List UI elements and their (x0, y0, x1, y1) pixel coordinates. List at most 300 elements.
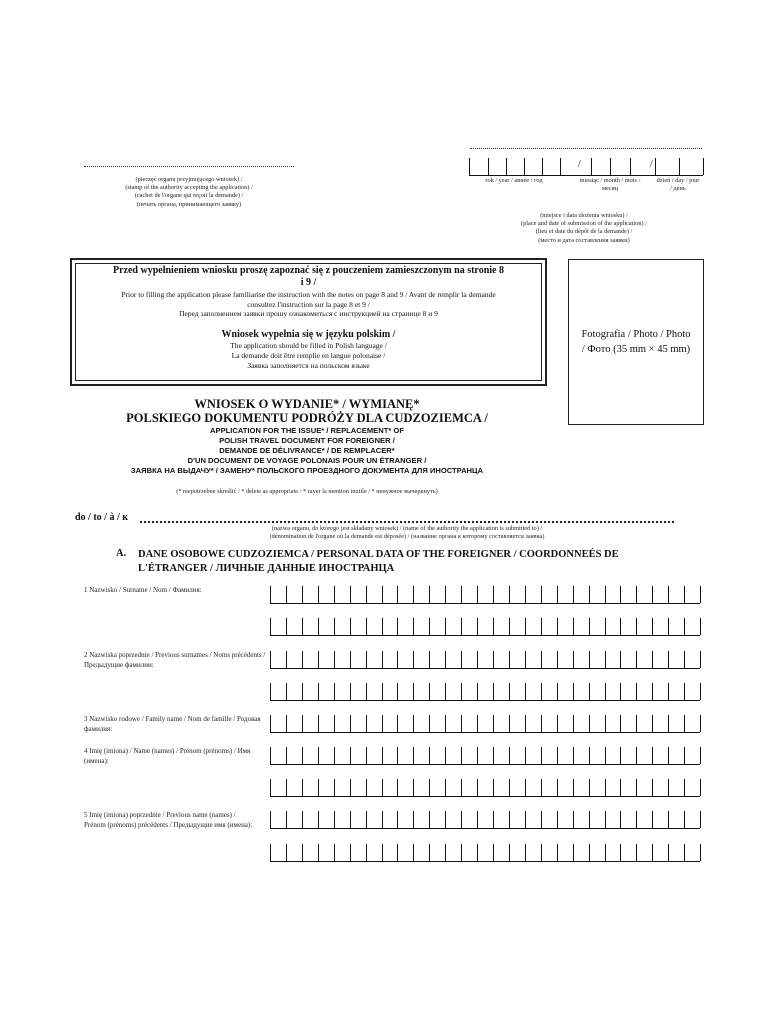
char-cell-divider (350, 779, 351, 796)
char-cell-divider (557, 618, 558, 635)
char-cell-divider (318, 811, 319, 828)
char-cell-divider (445, 715, 446, 732)
photo-label: Fotografia / Photo / Photo / Фото (35 mm × 45 mm) (581, 329, 691, 355)
char-cell-divider (668, 651, 669, 668)
char-cell-divider (636, 586, 637, 603)
char-cell-divider (397, 811, 398, 828)
char-cell-divider (397, 683, 398, 700)
char-cell-divider (318, 651, 319, 668)
char-cell-divider (605, 747, 606, 764)
char-cell-divider (477, 811, 478, 828)
date-separator: / (578, 159, 581, 170)
photo-box[interactable] (568, 259, 704, 425)
char-cell-divider (493, 683, 494, 700)
char-cell-divider (461, 651, 462, 668)
char-cell-divider (445, 586, 446, 603)
char-cell-divider (382, 651, 383, 668)
addressee-line[interactable] (140, 521, 674, 523)
notice-text-ru: Перед заполнением заявки прошу ознакомиться с инструкцией на странице 8 и 9 (179, 309, 438, 318)
char-cell-divider (461, 811, 462, 828)
char-cell-divider (509, 586, 510, 603)
stamp-caption (84, 176, 294, 209)
caption-line: (dénomination de l'organe où la demande est déposée) / (название органа к которому составляется заявка) (269, 533, 545, 541)
char-cell-divider (445, 618, 446, 635)
date-cell[interactable] (488, 158, 507, 175)
previous-surnames-row-1[interactable] (270, 651, 700, 669)
char-cell-divider (413, 844, 414, 861)
char-cell-divider (589, 844, 590, 861)
char-cell-divider (557, 683, 558, 700)
char-cell-divider (429, 651, 430, 668)
char-cell-divider (286, 683, 287, 700)
char-cell-divider (700, 844, 701, 861)
field-label-family-name: 3 Nazwisko rodowe / Family name / Nom de famille / Родовая фамилия: (84, 715, 261, 733)
notice-content (112, 265, 505, 371)
char-cell-divider (684, 844, 685, 861)
char-cell-divider (509, 779, 510, 796)
date-cell[interactable] (679, 158, 704, 175)
char-cell-divider (366, 651, 367, 668)
char-cell-divider (318, 779, 319, 796)
date-separator: / (650, 159, 653, 170)
char-cell-divider (509, 844, 510, 861)
char-cell-divider (509, 683, 510, 700)
char-cell-divider (525, 651, 526, 668)
char-cell-divider (445, 779, 446, 796)
char-cell-divider (541, 586, 542, 603)
char-cell-divider (541, 811, 542, 828)
char-cell-divider (652, 747, 653, 764)
char-cell-divider (668, 779, 669, 796)
char-cell-divider (286, 779, 287, 796)
char-cell-divider (286, 844, 287, 861)
date-cell[interactable] (610, 158, 631, 175)
char-cell-divider (605, 844, 606, 861)
char-cell-divider (286, 586, 287, 603)
char-cell-divider (493, 651, 494, 668)
char-cell-divider (302, 844, 303, 861)
name-row-1[interactable] (270, 747, 700, 765)
char-cell-divider (700, 651, 701, 668)
char-cell-divider (382, 811, 383, 828)
char-cell-divider (413, 747, 414, 764)
title-line: APPLICATION FOR THE ISSUE* / REPLACEMENT* OF (210, 426, 404, 435)
char-cell-divider (286, 651, 287, 668)
char-cell-divider (668, 586, 669, 603)
char-cell-divider (573, 715, 574, 732)
char-cell-divider (366, 844, 367, 861)
char-cell-divider (573, 683, 574, 700)
char-cell-divider (429, 715, 430, 732)
char-cell-divider (413, 586, 414, 603)
char-cell-divider (350, 586, 351, 603)
char-cell-divider (429, 618, 430, 635)
char-cell-divider (573, 651, 574, 668)
char-cell-divider (270, 683, 271, 700)
char-cell-divider (668, 618, 669, 635)
char-cell-divider (477, 844, 478, 861)
char-cell-divider (620, 618, 621, 635)
char-cell-divider (270, 779, 271, 796)
char-cell-divider (541, 618, 542, 635)
title-line: ЗАЯВКА НА ВЫДАЧУ* / ЗАМЕНУ* ПОЛЬСКОГО ПРОЕЗДНОГО ДОКУМЕНТА ДЛЯ ИНОСТРАНЦА (130, 466, 484, 475)
char-cell-divider (620, 683, 621, 700)
char-cell-divider (397, 618, 398, 635)
char-cell-divider (684, 811, 685, 828)
char-cell-divider (397, 844, 398, 861)
char-cell-divider (302, 779, 303, 796)
char-cell-divider (636, 779, 637, 796)
char-cell-divider (302, 747, 303, 764)
language-note-fr: La demande doit être remplie en langue polonaise / (231, 350, 386, 360)
stamp-caption-line: (cachet de l'organe qui reçoit la demande) / (134, 192, 244, 200)
char-cell-divider (429, 586, 430, 603)
previous-surnames-row-2[interactable] (270, 683, 700, 701)
char-cell-divider (366, 683, 367, 700)
char-cell-divider (525, 618, 526, 635)
char-cell-divider (302, 715, 303, 732)
char-cell-divider (668, 844, 669, 861)
char-cell-divider (557, 779, 558, 796)
char-cell-divider (493, 747, 494, 764)
char-cell-divider (445, 747, 446, 764)
date-cell[interactable] (506, 158, 525, 175)
char-cell-divider (573, 586, 574, 603)
char-cell-divider (318, 586, 319, 603)
char-cell-divider (350, 618, 351, 635)
date-boxes[interactable] (469, 158, 703, 176)
char-cell-divider (461, 586, 462, 603)
char-cell-divider (589, 811, 590, 828)
char-cell-divider (477, 715, 478, 732)
name-row-2[interactable] (270, 779, 700, 797)
char-cell-divider (652, 651, 653, 668)
place-date-caption (484, 212, 684, 245)
char-cell-divider (334, 779, 335, 796)
char-cell-divider (397, 651, 398, 668)
char-cell-divider (700, 811, 701, 828)
stamp-caption-line: (печать органа, принимающего заявку) (136, 200, 242, 208)
section-title: DANE OSOBOWE CUDZOZIEMCA / PERSONAL DATA OF THE FOREIGNER / COORDONNEÉS DE L'ÉTRANGER / ЛИЧНЫЕ ДАННЫЕ ИНОСТРАНЦА (138, 549, 619, 574)
field-label-previous-surnames: 2 Nazwiska poprzednie / Previous surnames / Noms précédents / Предыдущие фамилии: (84, 651, 266, 669)
char-cell-divider (557, 811, 558, 828)
char-cell-divider (334, 586, 335, 603)
char-cell-divider (620, 715, 621, 732)
char-cell-divider (589, 779, 590, 796)
surname-row-1[interactable] (270, 586, 700, 604)
char-cell-divider (541, 651, 542, 668)
char-cell-divider (302, 618, 303, 635)
char-cell-divider (350, 683, 351, 700)
char-cell-divider (684, 618, 685, 635)
char-cell-divider (477, 779, 478, 796)
char-cell-divider (334, 811, 335, 828)
char-cell-divider (461, 618, 462, 635)
char-cell-divider (557, 844, 558, 861)
char-cell-divider (413, 683, 414, 700)
char-cell-divider (270, 747, 271, 764)
char-cell-divider (557, 747, 558, 764)
char-cell-divider (382, 683, 383, 700)
addressee-caption (140, 525, 674, 541)
delete-note: (* niepotrzebne skreślić / * delete as appropriate / * rayer la mention inutile / * ненужное вычеркнуть) (176, 488, 438, 495)
char-cell-divider (429, 747, 430, 764)
year-label: rok / year / année / год (485, 177, 543, 184)
day-label: dzień / day / jour / день (656, 177, 700, 193)
char-cell-divider (318, 618, 319, 635)
char-cell-divider (350, 715, 351, 732)
char-cell-divider (652, 811, 653, 828)
char-cell-divider (382, 747, 383, 764)
surname-row-2[interactable] (270, 618, 700, 636)
title-line: WNIOSEK O WYDANIE* / WYMIANĘ* (194, 397, 420, 411)
date-cell[interactable] (560, 158, 592, 175)
addressee-prefix: do / to / à / к (75, 512, 128, 523)
char-cell-divider (270, 618, 271, 635)
char-cell-divider (509, 747, 510, 764)
date-cell[interactable] (524, 158, 543, 175)
previous-names-row-1[interactable] (270, 811, 700, 829)
char-cell-divider (461, 779, 462, 796)
char-cell-divider (318, 844, 319, 861)
char-cell-divider (318, 715, 319, 732)
char-cell-divider (397, 715, 398, 732)
char-cell-divider (620, 651, 621, 668)
char-cell-divider (684, 747, 685, 764)
char-cell-divider (461, 844, 462, 861)
field-label-name: 4 Imię (imiona) / Name (names) / Prénom (prénoms) / Имя (имена): (84, 747, 251, 765)
char-cell-divider (541, 747, 542, 764)
char-cell-divider (286, 618, 287, 635)
char-cell-divider (684, 651, 685, 668)
char-cell-divider (302, 811, 303, 828)
char-cell-divider (700, 715, 701, 732)
notice-box (70, 258, 547, 386)
char-cell-divider (668, 747, 669, 764)
stamp-line (84, 166, 294, 167)
char-cell-divider (429, 844, 430, 861)
char-cell-divider (270, 811, 271, 828)
char-cell-divider (668, 715, 669, 732)
char-cell-divider (525, 779, 526, 796)
char-cell-divider (366, 586, 367, 603)
char-cell-divider (413, 618, 414, 635)
char-cell-divider (525, 747, 526, 764)
char-cell-divider (477, 618, 478, 635)
section-letter: A. (116, 548, 127, 559)
char-cell-divider (350, 844, 351, 861)
char-cell-divider (397, 779, 398, 796)
char-cell-divider (636, 844, 637, 861)
date-cell[interactable] (470, 158, 489, 175)
stamp-caption-line: (stamp of the authority accepting the application) / (125, 184, 253, 192)
char-cell-divider (605, 586, 606, 603)
field-label-previous-names: 5 Imię (imiona) poprzednie / Previous name (names) / Prénom (prénoms) précédents / Предыдущие имя (имена): (84, 811, 253, 829)
char-cell-divider (525, 586, 526, 603)
char-cell-divider (557, 651, 558, 668)
stamp-caption-line: (pieczęć organu przyjmującego wniosek) / (135, 176, 243, 183)
char-cell-divider (509, 811, 510, 828)
char-cell-divider (525, 811, 526, 828)
char-cell-divider (652, 586, 653, 603)
char-cell-divider (589, 651, 590, 668)
char-cell-divider (493, 844, 494, 861)
char-cell-divider (302, 683, 303, 700)
char-cell-divider (477, 651, 478, 668)
char-cell-divider (334, 747, 335, 764)
char-cell-divider (605, 811, 606, 828)
char-cell-divider (573, 747, 574, 764)
char-cell-divider (429, 811, 430, 828)
char-cell-divider (525, 715, 526, 732)
char-cell-divider (334, 715, 335, 732)
char-cell-divider (620, 747, 621, 764)
char-cell-divider (382, 779, 383, 796)
caption-line: (lieu et date du dépôt de la demande) / (535, 228, 633, 236)
char-cell-divider (652, 618, 653, 635)
notice-text: Prior to filling the application please familiarise the instruction with the notes on page 8 and 9 / Avant de remplir la demande consultez l'instruction sur la page 8 et 9 / (121, 290, 496, 309)
char-cell-divider (461, 715, 462, 732)
field-label-surname: 1 Nazwisko / Surname / Nom / Фамилия: (84, 586, 202, 594)
place-line (470, 148, 702, 149)
char-cell-divider (668, 683, 669, 700)
language-note-ru: Заявка заполняется на польском языке (247, 360, 370, 370)
char-cell-divider (270, 586, 271, 603)
char-cell-divider (509, 618, 510, 635)
char-cell-divider (270, 844, 271, 861)
char-cell-divider (700, 747, 701, 764)
char-cell-divider (413, 811, 414, 828)
char-cell-divider (382, 586, 383, 603)
char-cell-divider (397, 586, 398, 603)
char-cell-divider (397, 747, 398, 764)
char-cell-divider (350, 811, 351, 828)
char-cell-divider (413, 715, 414, 732)
char-cell-divider (445, 683, 446, 700)
char-cell-divider (509, 715, 510, 732)
title-line: POLISH TRAVEL DOCUMENT FOR FOREIGNER / (219, 436, 395, 445)
family-name-row[interactable] (270, 715, 700, 733)
caption-line: (miejsce i data złożenia wniosku) / (540, 212, 628, 219)
char-cell-divider (270, 651, 271, 668)
char-cell-divider (557, 586, 558, 603)
char-cell-divider (350, 747, 351, 764)
char-cell-divider (525, 683, 526, 700)
char-cell-divider (366, 747, 367, 764)
caption-line: (место и дата составления заявки) (538, 236, 630, 244)
char-cell-divider (302, 586, 303, 603)
char-cell-divider (589, 747, 590, 764)
char-cell-divider (493, 618, 494, 635)
char-cell-divider (605, 779, 606, 796)
char-cell-divider (477, 683, 478, 700)
char-cell-divider (541, 715, 542, 732)
char-cell-divider (461, 747, 462, 764)
char-cell-divider (318, 747, 319, 764)
title-line: DEMANDE DE DÉLIVRANCE* / DE REMPLACER* (219, 446, 395, 455)
char-cell-divider (589, 586, 590, 603)
char-cell-divider (493, 779, 494, 796)
char-cell-divider (382, 715, 383, 732)
char-cell-divider (573, 811, 574, 828)
char-cell-divider (605, 618, 606, 635)
char-cell-divider (636, 651, 637, 668)
month-label: miesiąc / month / mois / месяц (579, 177, 641, 193)
char-cell-divider (589, 618, 590, 635)
char-cell-divider (684, 715, 685, 732)
char-cell-divider (366, 779, 367, 796)
char-cell-divider (684, 683, 685, 700)
language-note-en: The application should be filled in Polish language / (230, 340, 387, 350)
char-cell-divider (605, 715, 606, 732)
char-cell-divider (573, 779, 574, 796)
char-cell-divider (334, 651, 335, 668)
char-cell-divider (493, 715, 494, 732)
caption-line: (nazwa organu, do którego jest składany wniosek) / (name of the authority the application is submitted to) / (271, 525, 543, 532)
caption-line: (place and date of submission of the application) / (521, 220, 647, 228)
previous-names-row-2[interactable] (270, 844, 700, 862)
char-cell-divider (684, 779, 685, 796)
char-cell-divider (573, 844, 574, 861)
char-cell-divider (334, 844, 335, 861)
char-cell-divider (605, 651, 606, 668)
char-cell-divider (445, 651, 446, 668)
char-cell-divider (684, 586, 685, 603)
char-cell-divider (366, 811, 367, 828)
char-cell-divider (525, 844, 526, 861)
form-title (70, 397, 544, 476)
char-cell-divider (286, 715, 287, 732)
char-cell-divider (429, 779, 430, 796)
char-cell-divider (636, 811, 637, 828)
char-cell-divider (541, 779, 542, 796)
language-heading: Wniosek wypełnia się w języku polskim / (221, 328, 396, 340)
char-cell-divider (573, 618, 574, 635)
char-cell-divider (605, 683, 606, 700)
char-cell-divider (557, 715, 558, 732)
date-cell[interactable] (630, 158, 656, 175)
title-line: D'UN DOCUMENT DE VOYAGE POLONAIS POUR UN ÉTRANGER / (187, 456, 427, 465)
char-cell-divider (589, 715, 590, 732)
char-cell-divider (636, 618, 637, 635)
char-cell-divider (700, 586, 701, 603)
char-cell-divider (334, 683, 335, 700)
notice-heading: Przed wypełnieniem wniosku proszę zapoznać się z pouczeniem zamieszczonym na stronie 8 i 9 / (113, 265, 504, 288)
char-cell-divider (286, 747, 287, 764)
char-cell-divider (302, 651, 303, 668)
char-cell-divider (700, 618, 701, 635)
char-cell-divider (286, 811, 287, 828)
char-cell-divider (493, 811, 494, 828)
char-cell-divider (477, 747, 478, 764)
char-cell-divider (477, 586, 478, 603)
char-cell-divider (445, 811, 446, 828)
char-cell-divider (652, 844, 653, 861)
char-cell-divider (541, 683, 542, 700)
char-cell-divider (589, 683, 590, 700)
char-cell-divider (652, 779, 653, 796)
char-cell-divider (620, 779, 621, 796)
char-cell-divider (382, 844, 383, 861)
char-cell-divider (350, 651, 351, 668)
char-cell-divider (700, 683, 701, 700)
date-cell[interactable] (655, 158, 680, 175)
char-cell-divider (620, 586, 621, 603)
char-cell-divider (413, 651, 414, 668)
date-cell[interactable] (590, 158, 611, 175)
char-cell-divider (541, 844, 542, 861)
char-cell-divider (620, 811, 621, 828)
